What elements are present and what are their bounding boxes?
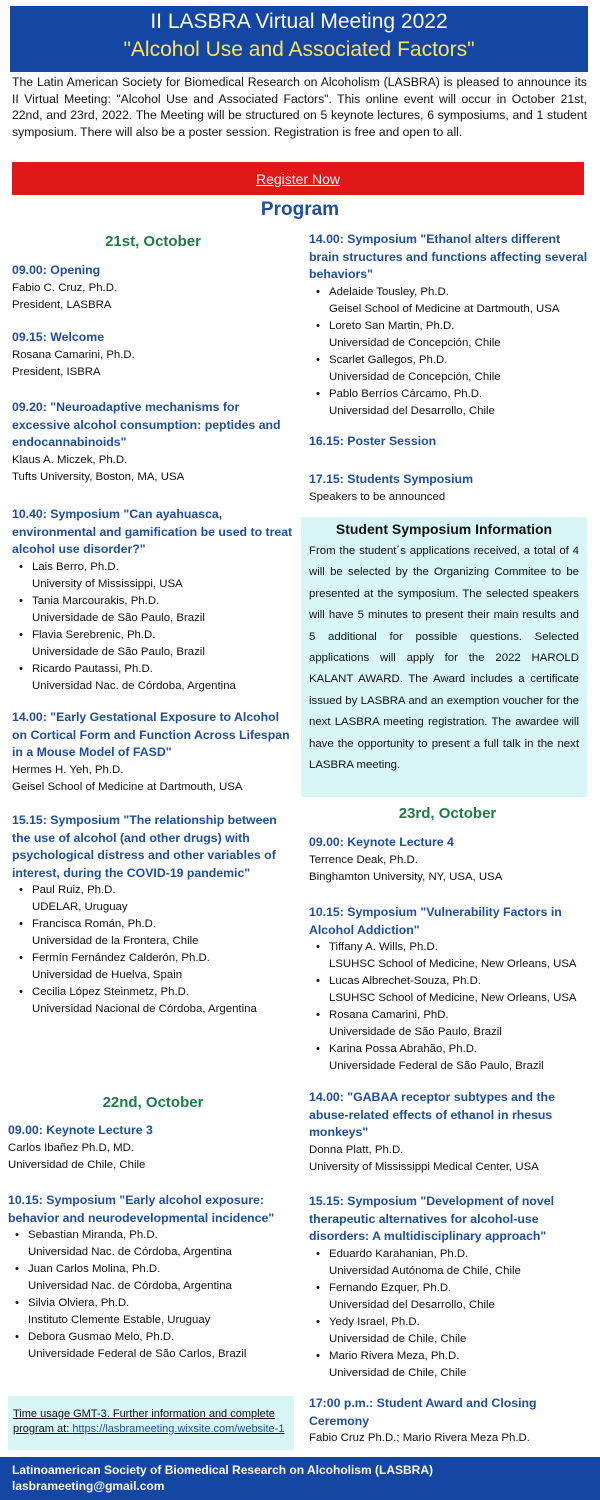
session-title: 14.00: Symposium "Ethanol alters different brain structures and functions affecting several behaviors" [309, 232, 588, 281]
session-title: 09.20: "Neuroadaptive mechanisms for excessive alcohol consumption: peptides and endocannabinoids" [12, 400, 281, 449]
list-item: • Lucas Albrechet-Souza, Ph.D. LSUHSC School of Medicine, New Orleans, USA [329, 973, 591, 1007]
list-item: • Scarlet Gallegos, Ph.D. Universidad de Concepción, Chile [329, 352, 589, 386]
session-title: 09.00: Opening [12, 263, 101, 277]
speaker-affiliation: President, ISBRA [12, 365, 101, 378]
speaker-affiliation: University of Mississippi Medical Center, USA [309, 1160, 539, 1173]
meeting-title: II LASBRA Virtual Meeting 2022 [150, 10, 448, 33]
speaker-names: Fabio Cruz Ph.D.; Mario Rivera Meza Ph.D. [309, 1432, 530, 1444]
list-item: • Lais Berro, Ph.D. University of Mississippi, USA [32, 559, 297, 593]
session-symposium-therapeutics [309, 1193, 589, 1382]
session-keynote-3 [8, 1122, 298, 1174]
speaker-note: Speakers to be announced [309, 490, 446, 503]
session-title: 10.40: Symposium "Can ayahuasca, environmental and gamification be used to treat alcohol use disorder?" [12, 507, 293, 556]
list-item: • Rosana Camarini, PhD. Universidade de São Paulo, Brazil [329, 1007, 591, 1041]
list-item: • Fermín Fernández Calderón, Ph.D. Universidad de Huelva, Spain [32, 950, 297, 984]
list-item: • Cecilia López Steinmetz, Ph.D. Universidad Nacional de Córdoba, Argentina [32, 984, 297, 1018]
speaker-affiliation: Tufts University, Boston, MA, USA [12, 470, 185, 483]
list-item: • Tiffany A. Wills, Ph.D. LSUHSC School of Medicine, New Orleans, USA [329, 939, 591, 973]
speaker-name: Rosana Camarini, Ph.D. [12, 348, 135, 361]
session-title: 15.15: Symposium "Development of novel therapeutic alternatives for alcohol-use disorders: A multidisciplinary approach" [309, 1194, 555, 1243]
program-heading: Program [260, 199, 340, 220]
student-info-text: From the student´s applications received, a total of 4 will be selected by the Organizing Commitee to be presented at the symposium. The selected speakers will have 5 minutes to present their main results and 5 additional for possible questions. Selected applications will apply for the 2022 HAROLD KALANT AWARD. The Award includes a certificate issued by LASBRA and an exemption voucher for the next LASBRA meeting registration. The awardee will have the opportunity to present a full talk in the next LASBRA meeting. [309, 545, 579, 772]
session-title: 10.15: Symposium "Early alcohol exposure: behavior and neurodevelopmental incidence" [8, 1193, 275, 1225]
session-title: 14.00: "Early Gestational Exposure to Alcohol on Cortical Form and Function Across Lifespan in a Mouse Model of FASD" [12, 710, 290, 759]
speaker-name: Fabio C. Cruz, Ph.D. [12, 281, 118, 294]
session-students [309, 471, 589, 506]
meeting-subtitle: "Alcohol Use and Associated Factors" [123, 38, 475, 61]
footnote-box [8, 1396, 294, 1450]
session-poster [309, 433, 589, 451]
intro-paragraph: The Latin American Society for Biomedical Research on Alcoholism (LASBRA) is pleased to announce its II Virtual Meeting: "Alcohol Use and Associated Factors". This online event will occur in October 21st, 22nd, and 23rd, 2022. The Meeting will be structured on 5 keynote lectures, 6 symposiums, and 1 student symposium. There will also be a poster session. Registration is free and open to all. [12, 75, 587, 139]
speaker-affiliation: Geisel School of Medicine at Dartmouth, USA [12, 780, 243, 793]
footer-email[interactable]: lasbrameeting@gmail.com [12, 1479, 165, 1493]
session-title: 16.15: Poster Session [309, 434, 437, 448]
session-symposium-ayahuasca [12, 506, 297, 695]
list-item: • Juan Carlos Molina, Ph.D. Universidad Nac. de Córdoba, Argentina [28, 1261, 298, 1295]
session-keynote-2 [12, 709, 297, 796]
speaker-name: Hermes H. Yeh, Ph.D. [12, 763, 124, 776]
day-heading-22: 22nd, October [102, 1094, 204, 1111]
session-title: 15.15: Symposium "The relationship between the use of alcohol (and other drugs) with psychological distress and other variables of interest, during the COVID-19 pandemic" [12, 813, 277, 880]
session-keynote-1 [12, 399, 297, 486]
student-info-box [301, 517, 587, 797]
list-item: • Fernando Ezquer, Ph.D. Universidad del Desarrollo, Chile [329, 1280, 589, 1314]
session-closing [309, 1395, 589, 1447]
list-item: • Sebastian Miranda, Ph.D. Universidad Nac. de Córdoba, Argentina [28, 1227, 298, 1261]
list-item: • Pablo Berríos Cárcamo, Ph.D. Universidad del Desarrollo, Chile [329, 386, 589, 420]
footnote-text: Time usage GMT-3. Further information and complete program at: [13, 1408, 275, 1435]
list-item: • Francisca Román, Ph.D. Universidad de la Frontera, Chile [32, 916, 297, 950]
list-item: • Eduardo Karahanian, Ph.D. Universidad Autónoma de Chile, Chile [329, 1246, 589, 1280]
speaker-affiliation: Universidad de Chile, Chile [8, 1158, 146, 1171]
list-item: • Ricardo Pautassi, Ph.D. Universidad Nac. de Córdoba, Argentina [32, 661, 297, 695]
session-title: 10.15: Symposium "Vulnerability Factors in Alcohol Addiction" [309, 905, 562, 937]
list-item: • Silvia Olviera, Ph.D. Instituto Clemente Estable, Uruguay [28, 1295, 298, 1329]
session-welcome [12, 329, 297, 381]
session-symposium-early-exposure [8, 1192, 298, 1363]
student-info-title: Student Symposium Information [335, 521, 553, 537]
list-item: • Loreto San Martin, Ph.D. Universidad de Concepción, Chile [329, 318, 589, 352]
list-item: • Debora Gusmao Melo, Ph.D. Universidade Federal de São Carlos, Brazil [28, 1329, 298, 1363]
register-link[interactable]: Register Now [255, 170, 341, 187]
speaker-name: Donna Platt, Ph.D. [309, 1143, 404, 1156]
session-symposium-ethanol [309, 231, 589, 420]
session-keynote-5 [309, 1089, 589, 1176]
day-heading-23: 23rd, October [398, 805, 497, 822]
day-heading-21: 21st, October [105, 233, 201, 250]
speaker-name: Klaus A. Miczek, Ph.D. [12, 453, 128, 466]
footer-society: Latinoamerican Society of Biomedical Research on Alcoholism (LASBRA) [12, 1463, 433, 1477]
list-item: • Mario Rivera Meza, Ph.D. Universidad de Chile, Chile [329, 1348, 589, 1382]
speaker-affiliation: President, LASBRA [12, 298, 112, 311]
session-title: 17.15: Students Symposium [309, 472, 474, 486]
session-symposium-vulnerability [309, 904, 591, 1075]
register-button[interactable] [12, 162, 584, 195]
session-title: 09.00: Keynote Lecture 4 [309, 835, 454, 849]
session-keynote-4 [309, 834, 589, 886]
session-opening [12, 262, 297, 314]
session-title: 17:00 p.m.: Student Award and Closing Ceremony [309, 1396, 537, 1428]
session-title: 09.15: Welcome [12, 330, 105, 344]
speaker-name: Carlos Ibañez Ph.D, MD. [8, 1141, 134, 1154]
list-item: • Flavia Serebrenic, Ph.D. Universidade de São Paulo, Brazil [32, 627, 297, 661]
session-title: 14.00: "GABAA receptor subtypes and the abuse-related effects of ethanol in rhesus monkeys" [309, 1090, 555, 1139]
list-item: • Paul Ruiz, Ph.D. UDELAR, Uruguay [32, 882, 297, 916]
footer-banner [0, 1457, 600, 1500]
speaker-affiliation: Binghamton University, NY, USA, USA [309, 870, 503, 883]
list-item: • Karina Possa Abrahão, Ph.D. Universidade Federal de São Paulo, Brazil [329, 1041, 591, 1075]
session-symposium-covid [12, 812, 297, 1018]
website-link[interactable]: https://lasbrameeting.wixsite.com/website-1 [72, 1423, 285, 1435]
header-banner [10, 6, 588, 72]
session-title: 09.00: Keynote Lecture 3 [8, 1123, 153, 1137]
list-item: • Yedy Israel, Ph.D. Universidad de Chile, Chile [329, 1314, 589, 1348]
speaker-name: Terrence Deak, Ph.D. [309, 853, 418, 866]
list-item: • Tania Marcourakis, Ph.D. Universidade de São Paulo, Brazil [32, 593, 297, 627]
list-item: • Adelaide Tousley, Ph.D. Geisel School of Medicine at Dartmouth, USA [329, 284, 589, 318]
